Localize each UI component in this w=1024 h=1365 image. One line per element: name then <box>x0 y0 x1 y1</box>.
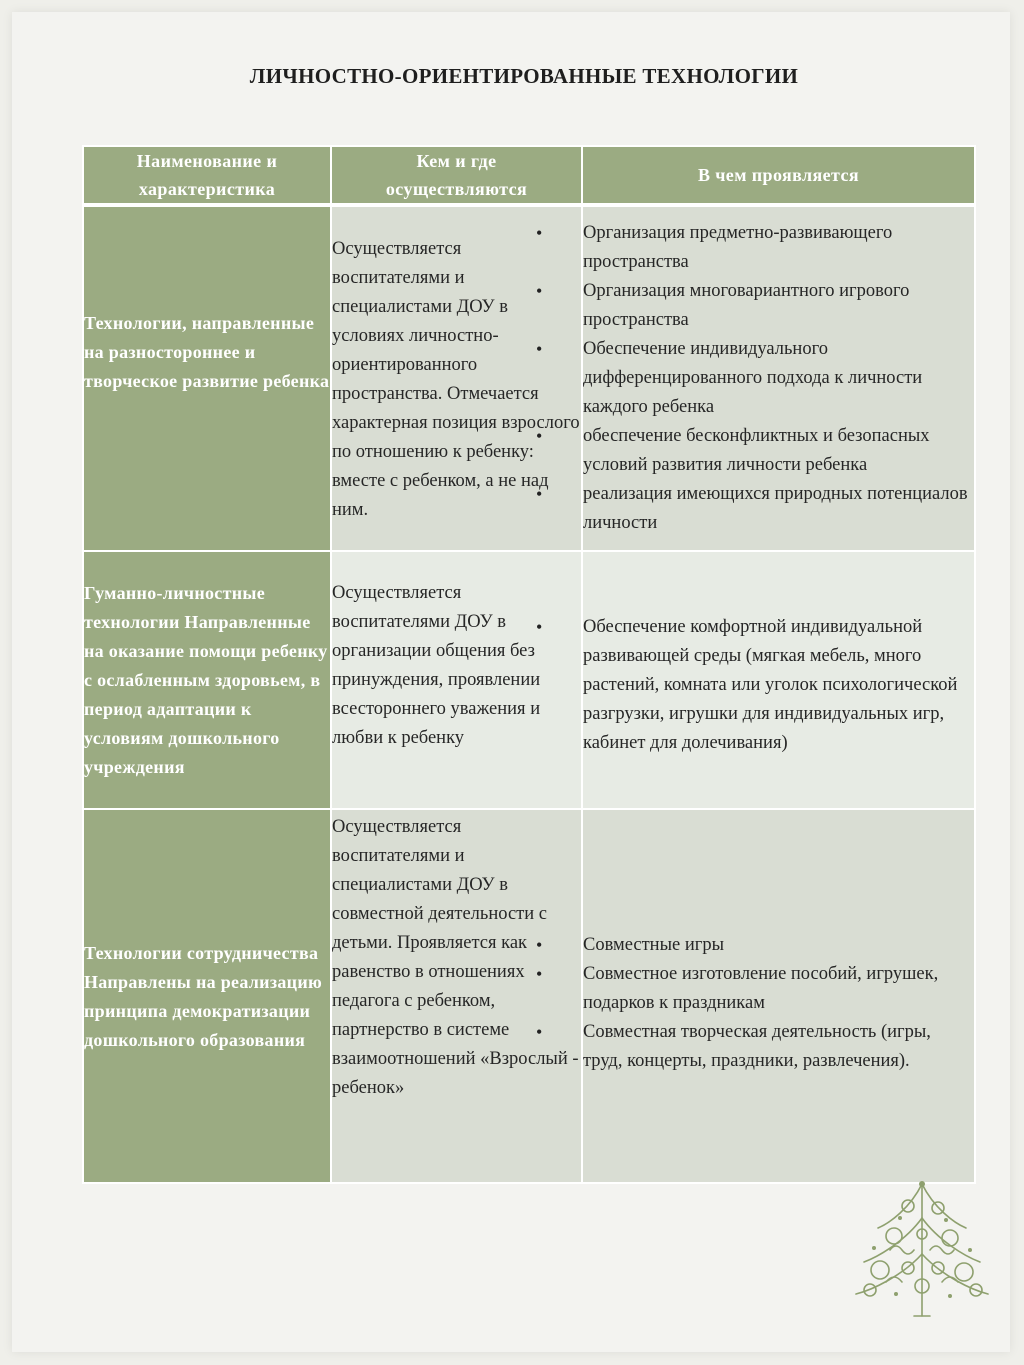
list-item: • Совместное изготовление пособий, игрушек, подарков к праздникам <box>583 960 974 1018</box>
technology-where: Осуществляется воспитателями и специалистами ДОУ в совместной деятельности с детьми. Проявляется как равенство в отношениях педагога с ребенком, партнерство в системе взаимоотношений «Взрослый - ребенок» <box>331 809 582 1183</box>
list-item: • Совместная творческая деятельность (игры, труд, концерты, праздники, развлечения). <box>583 1018 974 1076</box>
technology-name: Гуманно-личностные технологии Направленные на оказание помощи ребенку с ослабленным здоровьем, в период адаптации к условиям дошкольного учреждения <box>83 551 331 809</box>
list-item: • реализация имеющихся природных потенциалов личности <box>583 480 974 538</box>
technology-name: Технологии, направленные на разностороннее и творческое развитие ребенка <box>83 205 331 551</box>
manifestation-list <box>583 613 974 758</box>
table-row <box>83 205 975 551</box>
technologies-table <box>82 145 976 1184</box>
list-item: • обеспечение бесконфликтных и безопасных условий развития личности ребенка <box>583 422 974 480</box>
list-item: • Обеспечение индивидуального дифференцированного подхода к личности каждого ребенка <box>583 335 974 422</box>
manifestation-list <box>583 931 974 1076</box>
table-row <box>83 809 975 1183</box>
technology-manifestation <box>582 809 975 1183</box>
technology-manifestation <box>582 551 975 809</box>
header-how: В чем проявляется <box>582 146 975 205</box>
manifestation-list <box>583 219 974 538</box>
list-item: • Обеспечение комфортной индивидуальной развивающей среды (мягкая мебель, много растений, комната или уголок психологической разгрузки, игрушки для индивидуальных игр, кабинет для долечивания) <box>583 613 974 758</box>
list-item: • Организация предметно-развивающего пространства <box>583 219 974 277</box>
table-row <box>83 551 975 809</box>
technology-manifestation <box>582 205 975 551</box>
list-item: • Организация многовариантного игрового пространства <box>583 277 974 335</box>
list-item: • Совместные игры <box>583 931 974 960</box>
technology-where: Осуществляется воспитателями ДОУ в организации общения без принуждения, проявлении всестороннего уважения и любви к ребенку <box>331 551 582 809</box>
header-where: Кем и где осуществляются <box>331 146 582 205</box>
table-header-row <box>83 146 975 205</box>
page-title: ЛИЧНОСТНО-ОРИЕНТИРОВАННЫЕ ТЕХНОЛОГИИ <box>249 64 799 88</box>
christmas-tree-icon <box>850 1178 995 1326</box>
technology-where: Осуществляется воспитателями и специалистами ДОУ в условиях личностно-ориентированного пространства. Отмечается характерная позиция взрослого по отношению к ребенку: вместе с ребенком, а не над ним. <box>331 205 582 551</box>
header-name: Наименование и характеристика <box>83 146 331 205</box>
technology-name: Технологии сотрудничества Направлены на реализацию принципа демократизации дошкольного образования <box>83 809 331 1183</box>
